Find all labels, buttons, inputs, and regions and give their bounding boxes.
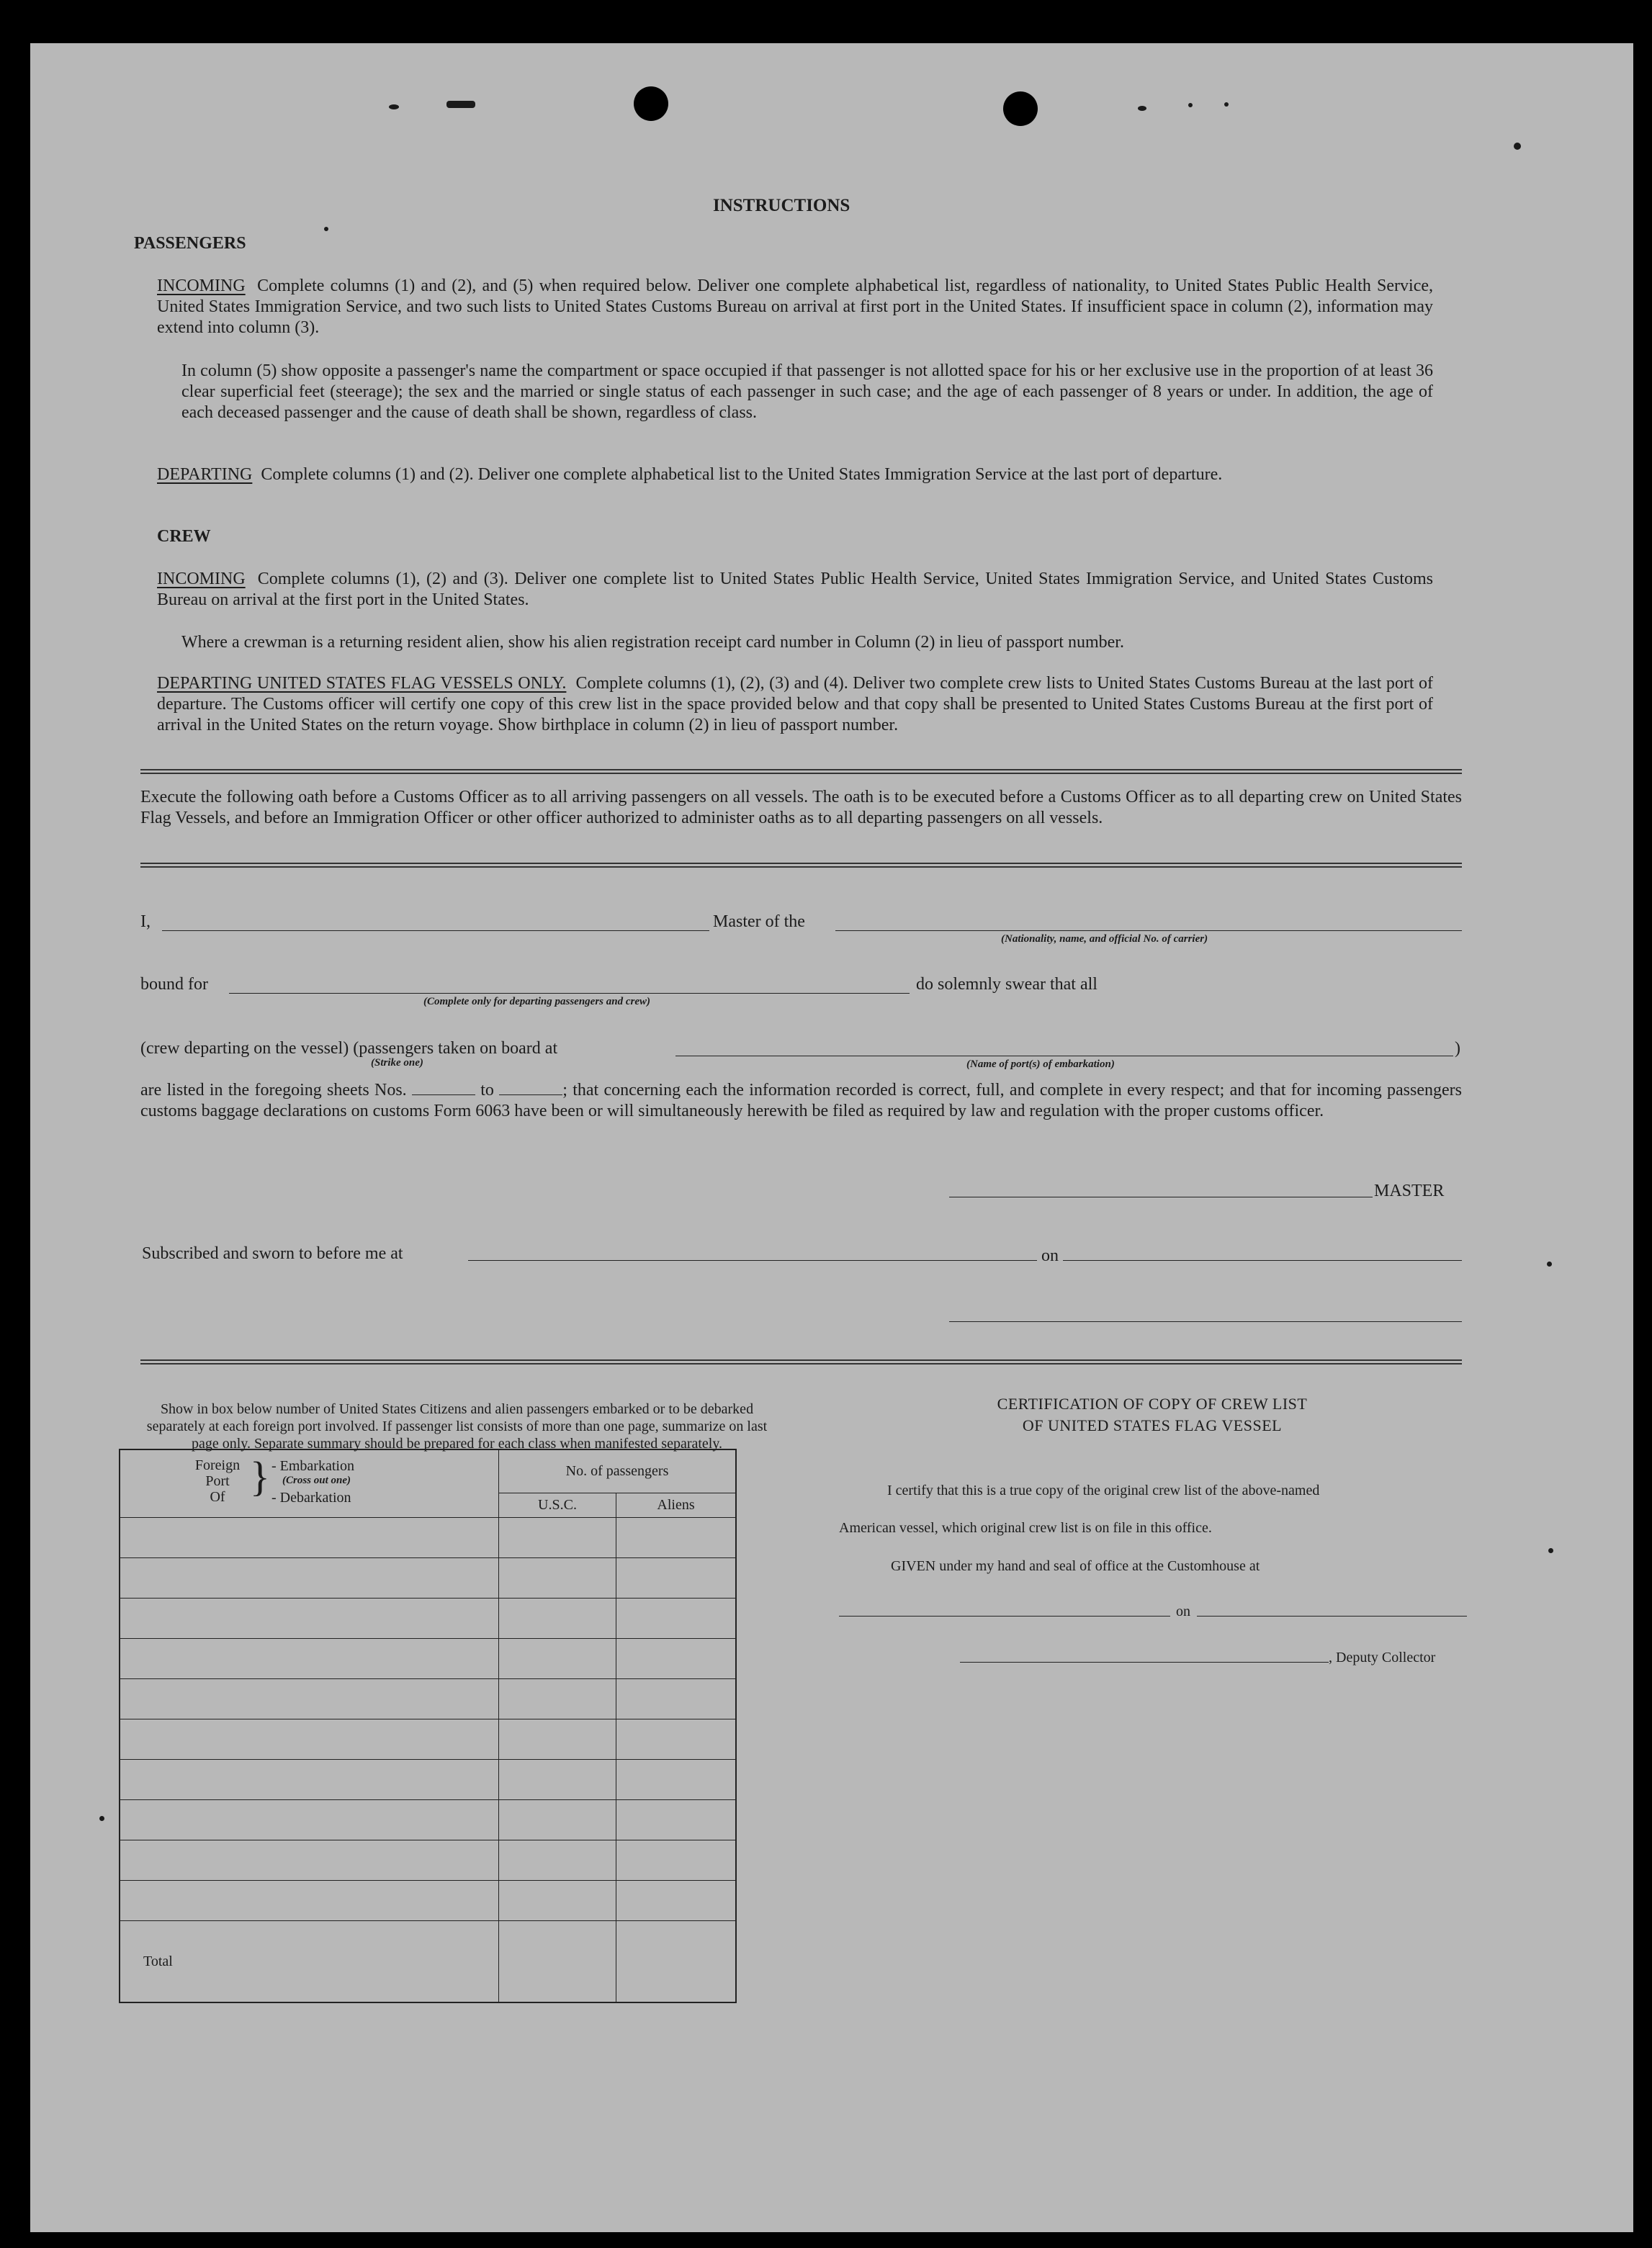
speck: [1138, 106, 1146, 111]
customhouse-place-field[interactable]: [839, 1616, 1170, 1617]
page-title: INSTRUCTIONS: [713, 196, 850, 215]
given-line: GIVEN under my hand and seal of office at the Customhouse at: [891, 1558, 1260, 1574]
deputy-collector-signature-field[interactable]: [960, 1662, 1329, 1663]
port-cell[interactable]: [120, 1719, 499, 1759]
of-label: Of: [210, 1489, 225, 1505]
speck: [1547, 1262, 1552, 1267]
speck: [389, 104, 399, 109]
usc-cell[interactable]: [499, 1638, 616, 1678]
port-cell[interactable]: [120, 1598, 499, 1638]
passenger-summary-table: [119, 1449, 737, 2003]
port-cell[interactable]: [120, 1557, 499, 1598]
aliens-cell[interactable]: [616, 1840, 737, 1880]
sheet-from-field[interactable]: [412, 1082, 475, 1095]
crew-heading: CREW: [157, 527, 211, 546]
speck: [1514, 143, 1521, 150]
usc-cell[interactable]: [499, 1678, 616, 1719]
aliens-header: Aliens: [616, 1493, 737, 1517]
aliens-cell[interactable]: [616, 1638, 737, 1678]
section-divider: [140, 769, 1462, 774]
port-cell[interactable]: [120, 1678, 499, 1719]
aliens-cell[interactable]: [616, 1557, 737, 1598]
certification-date-field[interactable]: [1197, 1616, 1467, 1617]
brace-icon: }: [250, 1453, 270, 1500]
aliens-cell[interactable]: [616, 1517, 737, 1557]
returning-resident-note: Where a crewman is a returning resident alien, show his alien registration receipt card number in Column (2) in lieu of passport number.: [181, 633, 1124, 652]
ports-caption: (Name of port(s) of embarkation): [966, 1058, 1115, 1070]
passengers-incoming-label: INCOMING: [157, 276, 246, 295]
usc-cell[interactable]: [499, 1517, 616, 1557]
usc-cell[interactable]: [499, 1840, 616, 1880]
aliens-cell[interactable]: [616, 1759, 737, 1799]
strike-one-caption: (Strike one): [371, 1057, 423, 1069]
aliens-total-cell[interactable]: [616, 1920, 737, 2002]
passengers-departing-label: DEPARTING: [157, 465, 253, 484]
subscribed-label: Subscribed and sworn to before me at: [142, 1244, 403, 1263]
port-label: Port: [205, 1473, 230, 1489]
punch-hole-left: [634, 86, 668, 121]
crew-incoming-paragraph: [157, 569, 1433, 611]
cross-out-one-caption: (Cross out one): [282, 1475, 351, 1486]
port-cell[interactable]: [120, 1759, 499, 1799]
section-divider: [140, 1359, 1462, 1364]
usc-cell[interactable]: [499, 1598, 616, 1638]
officer-signature-field[interactable]: [949, 1321, 1462, 1322]
bound-for-field[interactable]: [229, 993, 910, 994]
master-of-the-label: Master of the: [713, 912, 805, 931]
certify-line2: American vessel, which original crew list is on file in this office.: [839, 1520, 1212, 1536]
complete-only-caption: (Complete only for departing passengers and crew): [423, 996, 650, 1007]
crew-departing-text: Complete columns (1), (2), (3) and (4). Deliver two complete crew lists to United States Customs Bureau at the last port of departure. The Customs officer will certify one copy of this crew list in the space provided below and that copy shall be presented to United States Customs Bureau at the first port of arrival in the United States on the return voyage. Show birthplace in column (2) in lieu of passport number.: [157, 674, 1433, 734]
deputy-collector-label: , Deputy Collector: [1329, 1650, 1436, 1665]
crew-departing-label: (crew departing on the vessel) (passengers taken on board at: [140, 1039, 558, 1058]
speck: [1224, 102, 1229, 107]
port-cell[interactable]: [120, 1638, 499, 1678]
crew-departing-label: DEPARTING UNITED STATES FLAG VESSELS ONLY.: [157, 674, 567, 693]
certify-line1: I certify that this is a true copy of the original crew list of the above-named: [887, 1483, 1320, 1498]
listed-suffix: ; that concerning each the information recorded is correct, full, and complete in every respect; and that for incoming passengers customs baggage declarations on customs Form 6063 have been or will simultaneously herewith be filed as required by law and regulation with the proper customs officer.: [140, 1081, 1462, 1120]
port-cell[interactable]: [120, 1840, 499, 1880]
nationality-caption: (Nationality, name, and official No. of carrier): [1001, 933, 1208, 945]
aliens-cell[interactable]: [616, 1719, 737, 1759]
certification-title-line2: OF UNITED STATES FLAG VESSEL: [1022, 1416, 1283, 1434]
total-label: Total: [120, 1920, 499, 2002]
master-name-field[interactable]: [162, 930, 709, 931]
listed-sheets-paragraph: [140, 1080, 1462, 1122]
listed-prefix: are listed in the foregoing sheets Nos.: [140, 1081, 407, 1100]
sheet-to-field[interactable]: [499, 1082, 562, 1095]
carrier-field[interactable]: [835, 930, 1462, 931]
usc-cell[interactable]: [499, 1759, 616, 1799]
port-cell[interactable]: [120, 1799, 499, 1840]
speck: [446, 101, 475, 108]
usc-header: U.S.C.: [499, 1493, 616, 1517]
column5-note: In column (5) show opposite a passenger's name the compartment or space occupied if that passenger is not allotted space for his or her exclusive use in the proportion of at least 36 clear superficial feet (steerage); the sex and the married or single status of each passenger in such case; and the age of each passenger of 8 years or under. In addition, the age of each deceased passenger and the cause of death shall be shown, regardless of class.: [181, 361, 1433, 422]
oath-instruction: Execute the following oath before a Customs Officer as to all arriving passengers on all vessels. The oath is to be executed before a Customs Officer as to all departing crew on United States Flag Vessels, and before an Immigration Officer or other officer authorized to administer oaths as to all departing passengers on all vessels.: [140, 788, 1462, 827]
crew-incoming-text: Complete columns (1), (2) and (3). Deliver one complete list to United States Public Health Service, United States Immigration Service, and United States Customs Bureau on arrival at the first port in the United States.: [157, 570, 1433, 609]
passengers-incoming-paragraph: [157, 276, 1433, 338]
aliens-cell[interactable]: [616, 1678, 737, 1719]
usc-cell[interactable]: [499, 1799, 616, 1840]
usc-cell[interactable]: [499, 1719, 616, 1759]
crew-incoming-label: INCOMING: [157, 570, 246, 588]
speck: [99, 1816, 104, 1821]
aliens-cell[interactable]: [616, 1598, 737, 1638]
aliens-cell[interactable]: [616, 1799, 737, 1840]
section-divider: [140, 863, 1462, 868]
master-label: MASTER: [1374, 1182, 1445, 1200]
usc-total-cell[interactable]: [499, 1920, 616, 2002]
certification-title-line1: CERTIFICATION OF COPY OF CREW LIST: [997, 1395, 1308, 1413]
subscribed-date-field[interactable]: [1063, 1260, 1462, 1261]
usc-cell[interactable]: [499, 1557, 616, 1598]
subscribed-place-field[interactable]: [468, 1260, 1037, 1261]
no-of-passengers-header: No. of passengers: [499, 1449, 737, 1493]
foreign-port-header: [120, 1449, 499, 1517]
passengers-departing-paragraph: [157, 464, 1433, 485]
crew-departing-paragraph: [157, 673, 1433, 736]
punch-hole-right: [1003, 91, 1038, 126]
passengers-heading: PASSENGERS: [134, 234, 246, 253]
listed-to: to: [480, 1081, 494, 1100]
speck: [1188, 103, 1193, 107]
summary-note: Show in box below number of United States Citizens and alien passengers embarked or to be debarked separately at each foreign port involved. If passenger list consists of more than one page, summarize on last page only. Separate summary should be prepared for each class when manifested separately.: [146, 1401, 768, 1452]
speck: [324, 227, 328, 231]
embarkation-label: - Embarkation: [271, 1458, 354, 1474]
aliens-cell[interactable]: [616, 1880, 737, 1920]
solemnly-swear-label: do solemnly swear that all: [916, 975, 1097, 994]
close-paren: ): [1455, 1039, 1460, 1058]
passengers-departing-text: Complete columns (1) and (2). Deliver one complete alphabetical list to the United States Immigration Service at the last port of departure.: [261, 465, 1223, 484]
passengers-incoming-text: Complete columns (1) and (2), and (5) when required below. Deliver one complete alphabetical list, regardless of nationality, to United States Public Health Service, United States Immigration Service, and two such lists to United States Customs Bureau on arrival at first port in the United States. If insufficient space in column (2), information may extend into column (3).: [157, 276, 1434, 337]
port-cell[interactable]: [120, 1880, 499, 1920]
bound-for-label: bound for: [140, 975, 208, 994]
subscribed-on-label: on: [1041, 1246, 1059, 1265]
certification-on-label: on: [1176, 1604, 1190, 1619]
oath-i-label: I,: [140, 912, 151, 931]
speck: [1548, 1548, 1553, 1553]
port-cell[interactable]: [120, 1517, 499, 1557]
usc-cell[interactable]: [499, 1880, 616, 1920]
foreign-label: Foreign: [194, 1457, 241, 1473]
certification-title: [850, 1393, 1455, 1437]
debarkation-label: - Debarkation: [271, 1490, 351, 1506]
